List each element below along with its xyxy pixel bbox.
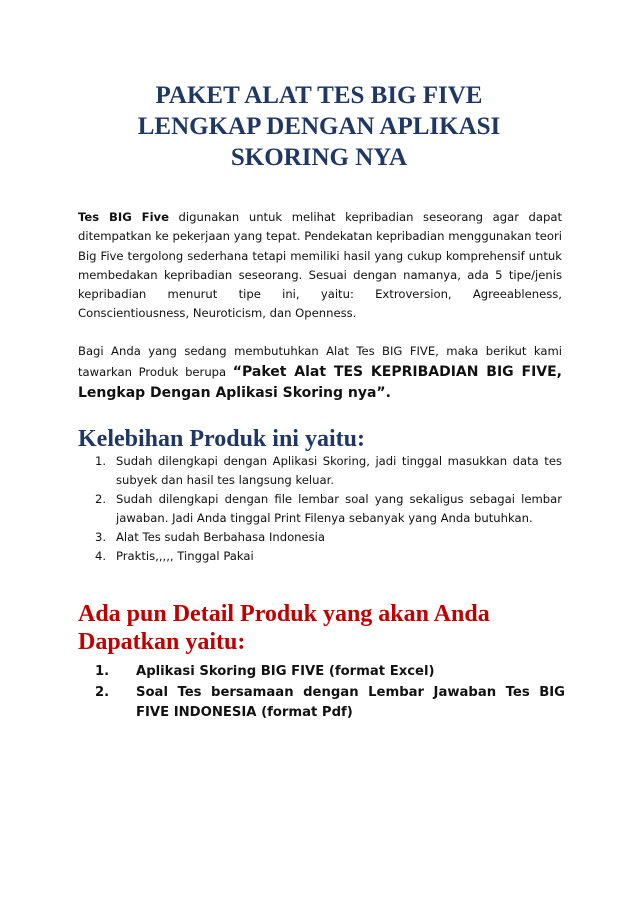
list-item — [95, 490, 562, 528]
list-item — [95, 547, 562, 566]
list-item-number: 3. — [95, 530, 107, 544]
list-item — [95, 528, 562, 547]
list-item — [95, 683, 565, 724]
title-line-3: SKORING NYA — [230, 144, 408, 171]
list-item — [95, 452, 562, 490]
list-item-text: Aplikasi Skoring BIG FIVE (format Excel) — [136, 664, 435, 679]
list-item-number: 1. — [95, 454, 107, 468]
intro-paragraph — [78, 208, 562, 324]
details-heading — [78, 600, 568, 656]
list-item-text: Sudah dilengkapi dengan Aplikasi Skoring, jadi tinggal masukkan data tes subyek dan hasil tes langsung keluar. — [116, 454, 562, 487]
details-heading-line-2: Dapatkan yaitu: — [78, 629, 246, 655]
title-line-2: LENGKAP DENGAN APLIKASI — [137, 113, 501, 140]
offer-paragraph — [78, 341, 562, 404]
advantages-list — [95, 452, 562, 566]
list-item-text: Praktis,,,,, Tinggal Pakai — [116, 549, 254, 563]
details-list — [95, 662, 565, 724]
details-heading-line-1: Ada pun Detail Produk yang akan Anda — [78, 601, 490, 627]
list-item-text: Soal Tes bersamaan dengan Lembar Jawaban Tes BIG FIVE INDONESIA (format Pdf) — [136, 684, 565, 720]
intro-lead: Tes BIG Five — [78, 210, 169, 224]
list-item-number: 2. — [95, 684, 110, 700]
document-title — [78, 80, 560, 173]
advantages-heading: Kelebihan Produk ini yaitu: — [78, 426, 365, 452]
list-item-text: Sudah dilengkapi dengan file lembar soal yang sekaligus sebagai lembar jawaban. Jadi Anda tinggal Print Filenya sebanyak yang Anda butuhkan. — [116, 492, 562, 525]
intro-text: digunakan untuk melihat kepribadian seseorang agar dapat ditempatkan ke pekerjaan yang tepat. Pendekatan kepribadian menggunakan teori Big Five tergolong sederhana tetapi memiliki hasil yang cukup komprehensif untuk membedakan kepribadian seseorang. Sesuai dengan namanya, ada 5 tipe/jenis kepribadian menurut tipe ini, yaitu: Extroversion, Agreeableness, Conscientiousness, Neuroticism, dan Openness. — [78, 210, 563, 321]
offer-product-name: “Paket Alat TES KEPRIBADIAN BIG FIVE, Lengkap Dengan Aplikasi Skoring nya”. — [78, 364, 562, 401]
list-item-text: Alat Tes sudah Berbahasa Indonesia — [116, 530, 326, 544]
list-item-number: 4. — [95, 549, 107, 563]
list-item-number: 1. — [95, 664, 110, 679]
list-item-number: 2. — [95, 492, 107, 506]
list-item — [95, 662, 565, 683]
title-line-1: PAKET ALAT TES BIG FIVE — [155, 82, 483, 109]
offer-text: Bagi Anda yang sedang membutuhkan Alat Tes BIG FIVE, maka berikut kami tawarkan Produk berupa — [78, 344, 562, 379]
